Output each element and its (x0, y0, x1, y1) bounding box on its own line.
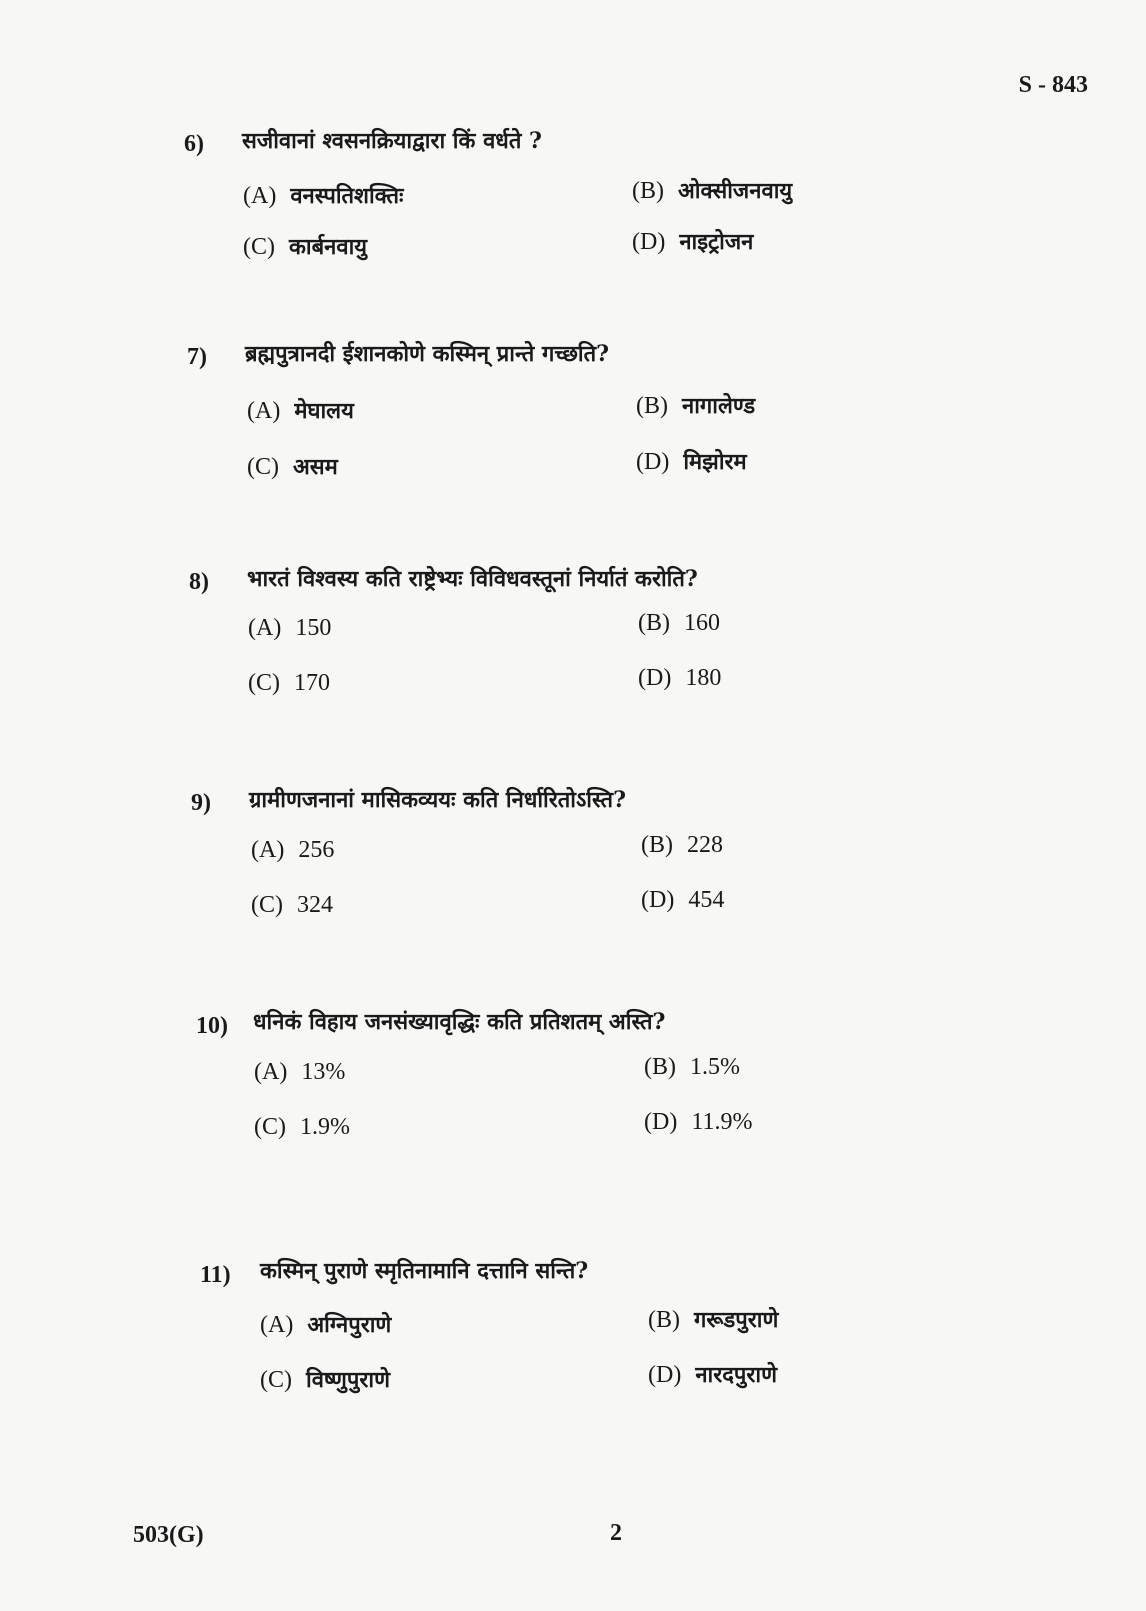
option-d: (D) 454 (641, 887, 725, 913)
question-number: 10) (196, 1013, 228, 1039)
option-c: (C) विष्णुपुराणे (260, 1367, 391, 1393)
option-b: (B) गरूडपुराणे (648, 1307, 779, 1333)
option-b: (B) 228 (641, 832, 723, 858)
option-d: (D) 11.9% (644, 1109, 753, 1135)
option-b: (B) नागालेण्ड (636, 393, 756, 419)
option-c: (C) 170 (248, 670, 330, 696)
option-c: (C) कार्बनवायु (243, 234, 368, 260)
option-d: (D) 180 (638, 665, 722, 691)
option-a: (A) मेघालय (247, 398, 354, 424)
question-text: धनिकं विहाय जनसंख्यावृद्धिः कति प्रतिशतम् अस्ति? (253, 1009, 666, 1035)
option-d: (D) नारदपुराणे (648, 1362, 778, 1388)
option-a: (A) 150 (248, 615, 332, 641)
option-a: (A) 13% (254, 1059, 346, 1085)
footer-paper-code: 503(G) (133, 1522, 204, 1548)
option-b: (B) ओक्सीजनवायु (632, 178, 793, 204)
question-text: भारतं विश्वस्य कति राष्ट्रेभ्यः विविधवस्तूनां निर्यातं करोति? (247, 566, 698, 592)
question-number: 8) (189, 569, 209, 595)
question-number: 11) (200, 1262, 231, 1288)
question-number: 9) (191, 790, 211, 816)
option-a: (A) 256 (251, 837, 335, 863)
question-number: 6) (184, 131, 204, 157)
question-text: सजीवानां श्वसनक्रियाद्वारा किं वर्धते ? (242, 128, 542, 154)
question-text: ग्रामीणजनानां मासिकव्ययः कति निर्धारितोऽस्ति? (249, 787, 626, 813)
option-b: (B) 1.5% (644, 1054, 740, 1080)
option-a: (A) वनस्पतिशक्तिः (243, 183, 404, 209)
question-number: 7) (187, 344, 207, 370)
question-text: ब्रह्मपुत्रानदी ईशानकोणे कस्मिन् प्रान्ते गच्छति? (245, 341, 610, 367)
question-text: कस्मिन् पुराणे स्मृतिनामानि दत्तानि सन्ति? (260, 1258, 589, 1284)
page-number: 2 (610, 1520, 622, 1546)
option-d: (D) मिझोरम (636, 449, 747, 475)
option-b: (B) 160 (638, 610, 720, 636)
paper-serial-code: S - 843 (1018, 72, 1088, 98)
option-c: (C) 324 (251, 892, 333, 918)
option-c: (C) 1.9% (254, 1114, 350, 1140)
option-c: (C) असम (247, 454, 338, 480)
option-d: (D) नाइट्रोजन (632, 229, 754, 255)
option-a: (A) अग्निपुराणे (260, 1312, 392, 1338)
